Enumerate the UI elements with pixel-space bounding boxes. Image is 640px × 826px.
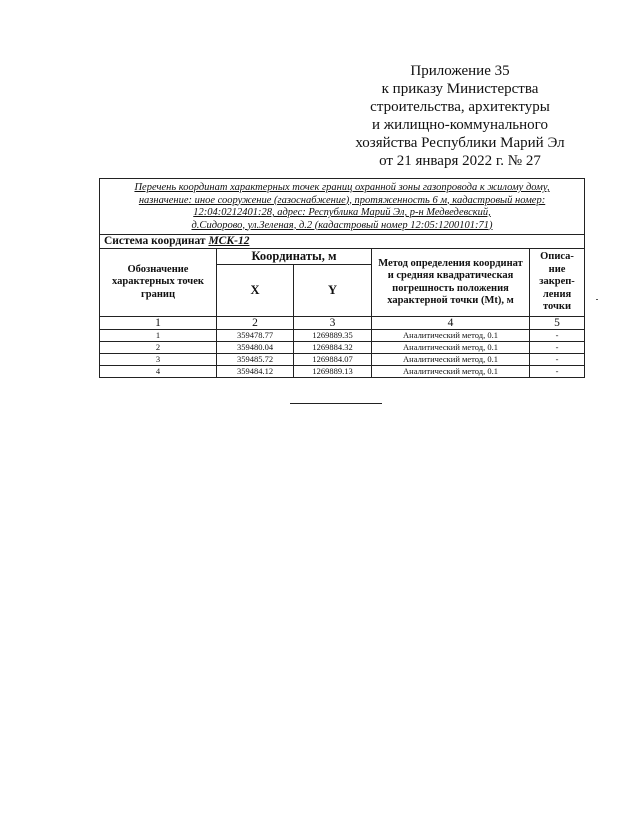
table-row xyxy=(100,330,585,342)
cell-method: Аналитический метод, 0.1 xyxy=(372,354,530,366)
caption-line: 12:04:0212401:28, адрес: Республика Марий Эл, р-н Медведевский, xyxy=(193,207,491,218)
cell-point: 1 xyxy=(100,330,217,342)
appendix-line: строительства, архитектуры xyxy=(370,99,550,115)
cell-x: 359484.12 xyxy=(217,366,294,378)
table-row xyxy=(100,366,585,378)
header-description: Описа-ние закреп-ления точки xyxy=(530,249,585,317)
column-number: 4 xyxy=(372,317,530,330)
header-row-1 xyxy=(100,249,585,265)
appendix-line: хозяйства Республики Марий Эл xyxy=(355,135,565,151)
column-number: 3 xyxy=(294,317,372,330)
coordinates-table xyxy=(99,178,585,378)
table-row xyxy=(100,354,585,366)
header-x: X xyxy=(217,265,294,317)
column-number-row xyxy=(100,317,585,330)
cell-y: 1269884.07 xyxy=(294,354,372,366)
cell-description: - xyxy=(530,366,585,378)
cell-description: - xyxy=(530,342,585,354)
cell-method: Аналитический метод, 0.1 xyxy=(372,366,530,378)
cell-point: 2 xyxy=(100,342,217,354)
column-number: 5 xyxy=(530,317,585,330)
table-row xyxy=(100,342,585,354)
cell-point: 4 xyxy=(100,366,217,378)
coordinate-system-name: МСК-12 xyxy=(208,235,250,247)
cell-y: 1269884.32 xyxy=(294,342,372,354)
cell-description: - xyxy=(530,330,585,342)
header-designation: Обозначение характерных точек границ xyxy=(100,249,217,317)
coordinate-system xyxy=(100,235,585,249)
caption-line: назначение: иное сооружение (газоснабжение), протяженность 6 м, кадастровый номер: xyxy=(138,194,546,206)
cell-description: - xyxy=(530,354,585,366)
appendix-line: к приказу Министерства xyxy=(381,81,539,97)
coordinate-system-row xyxy=(100,235,585,249)
cell-method: Аналитический метод, 0.1 xyxy=(372,330,530,342)
cell-x: 359478.77 xyxy=(217,330,294,342)
cell-method: Аналитический метод, 0.1 xyxy=(372,342,530,354)
cell-x: 359480.04 xyxy=(217,342,294,354)
cell-y: 1269889.13 xyxy=(294,366,372,378)
appendix-line: Приложение 35 xyxy=(410,63,510,79)
appendix-header xyxy=(300,62,620,170)
appendix-line: и жилищно-коммунального xyxy=(372,117,548,133)
margin-mark xyxy=(596,299,598,300)
header-coordinates: Координаты, м xyxy=(217,249,372,265)
cell-point: 3 xyxy=(100,354,217,366)
header-method: Метод определения координат и средняя квадратическая погрешность положения характерной точки (Mt), м xyxy=(372,249,530,317)
caption-line: д.Сидорово, ул.Зеленая, д.2 (кадастровый номер 12:05:1200101:71) xyxy=(191,219,493,231)
column-number: 2 xyxy=(217,317,294,330)
column-number: 1 xyxy=(100,317,217,330)
table-caption-row xyxy=(100,179,585,235)
cell-y: 1269889.35 xyxy=(294,330,372,342)
cell-x: 359485.72 xyxy=(217,354,294,366)
closing-line xyxy=(290,403,382,404)
header-y: Y xyxy=(294,265,372,317)
table-caption xyxy=(100,179,585,235)
coordinate-system-label: Система координат xyxy=(104,235,206,247)
appendix-line: от 21 января 2022 г. № 27 xyxy=(379,153,541,169)
caption-line: Перечень координат характерных точек границ охранной зоны газопровода к жилому дому, xyxy=(134,182,550,193)
